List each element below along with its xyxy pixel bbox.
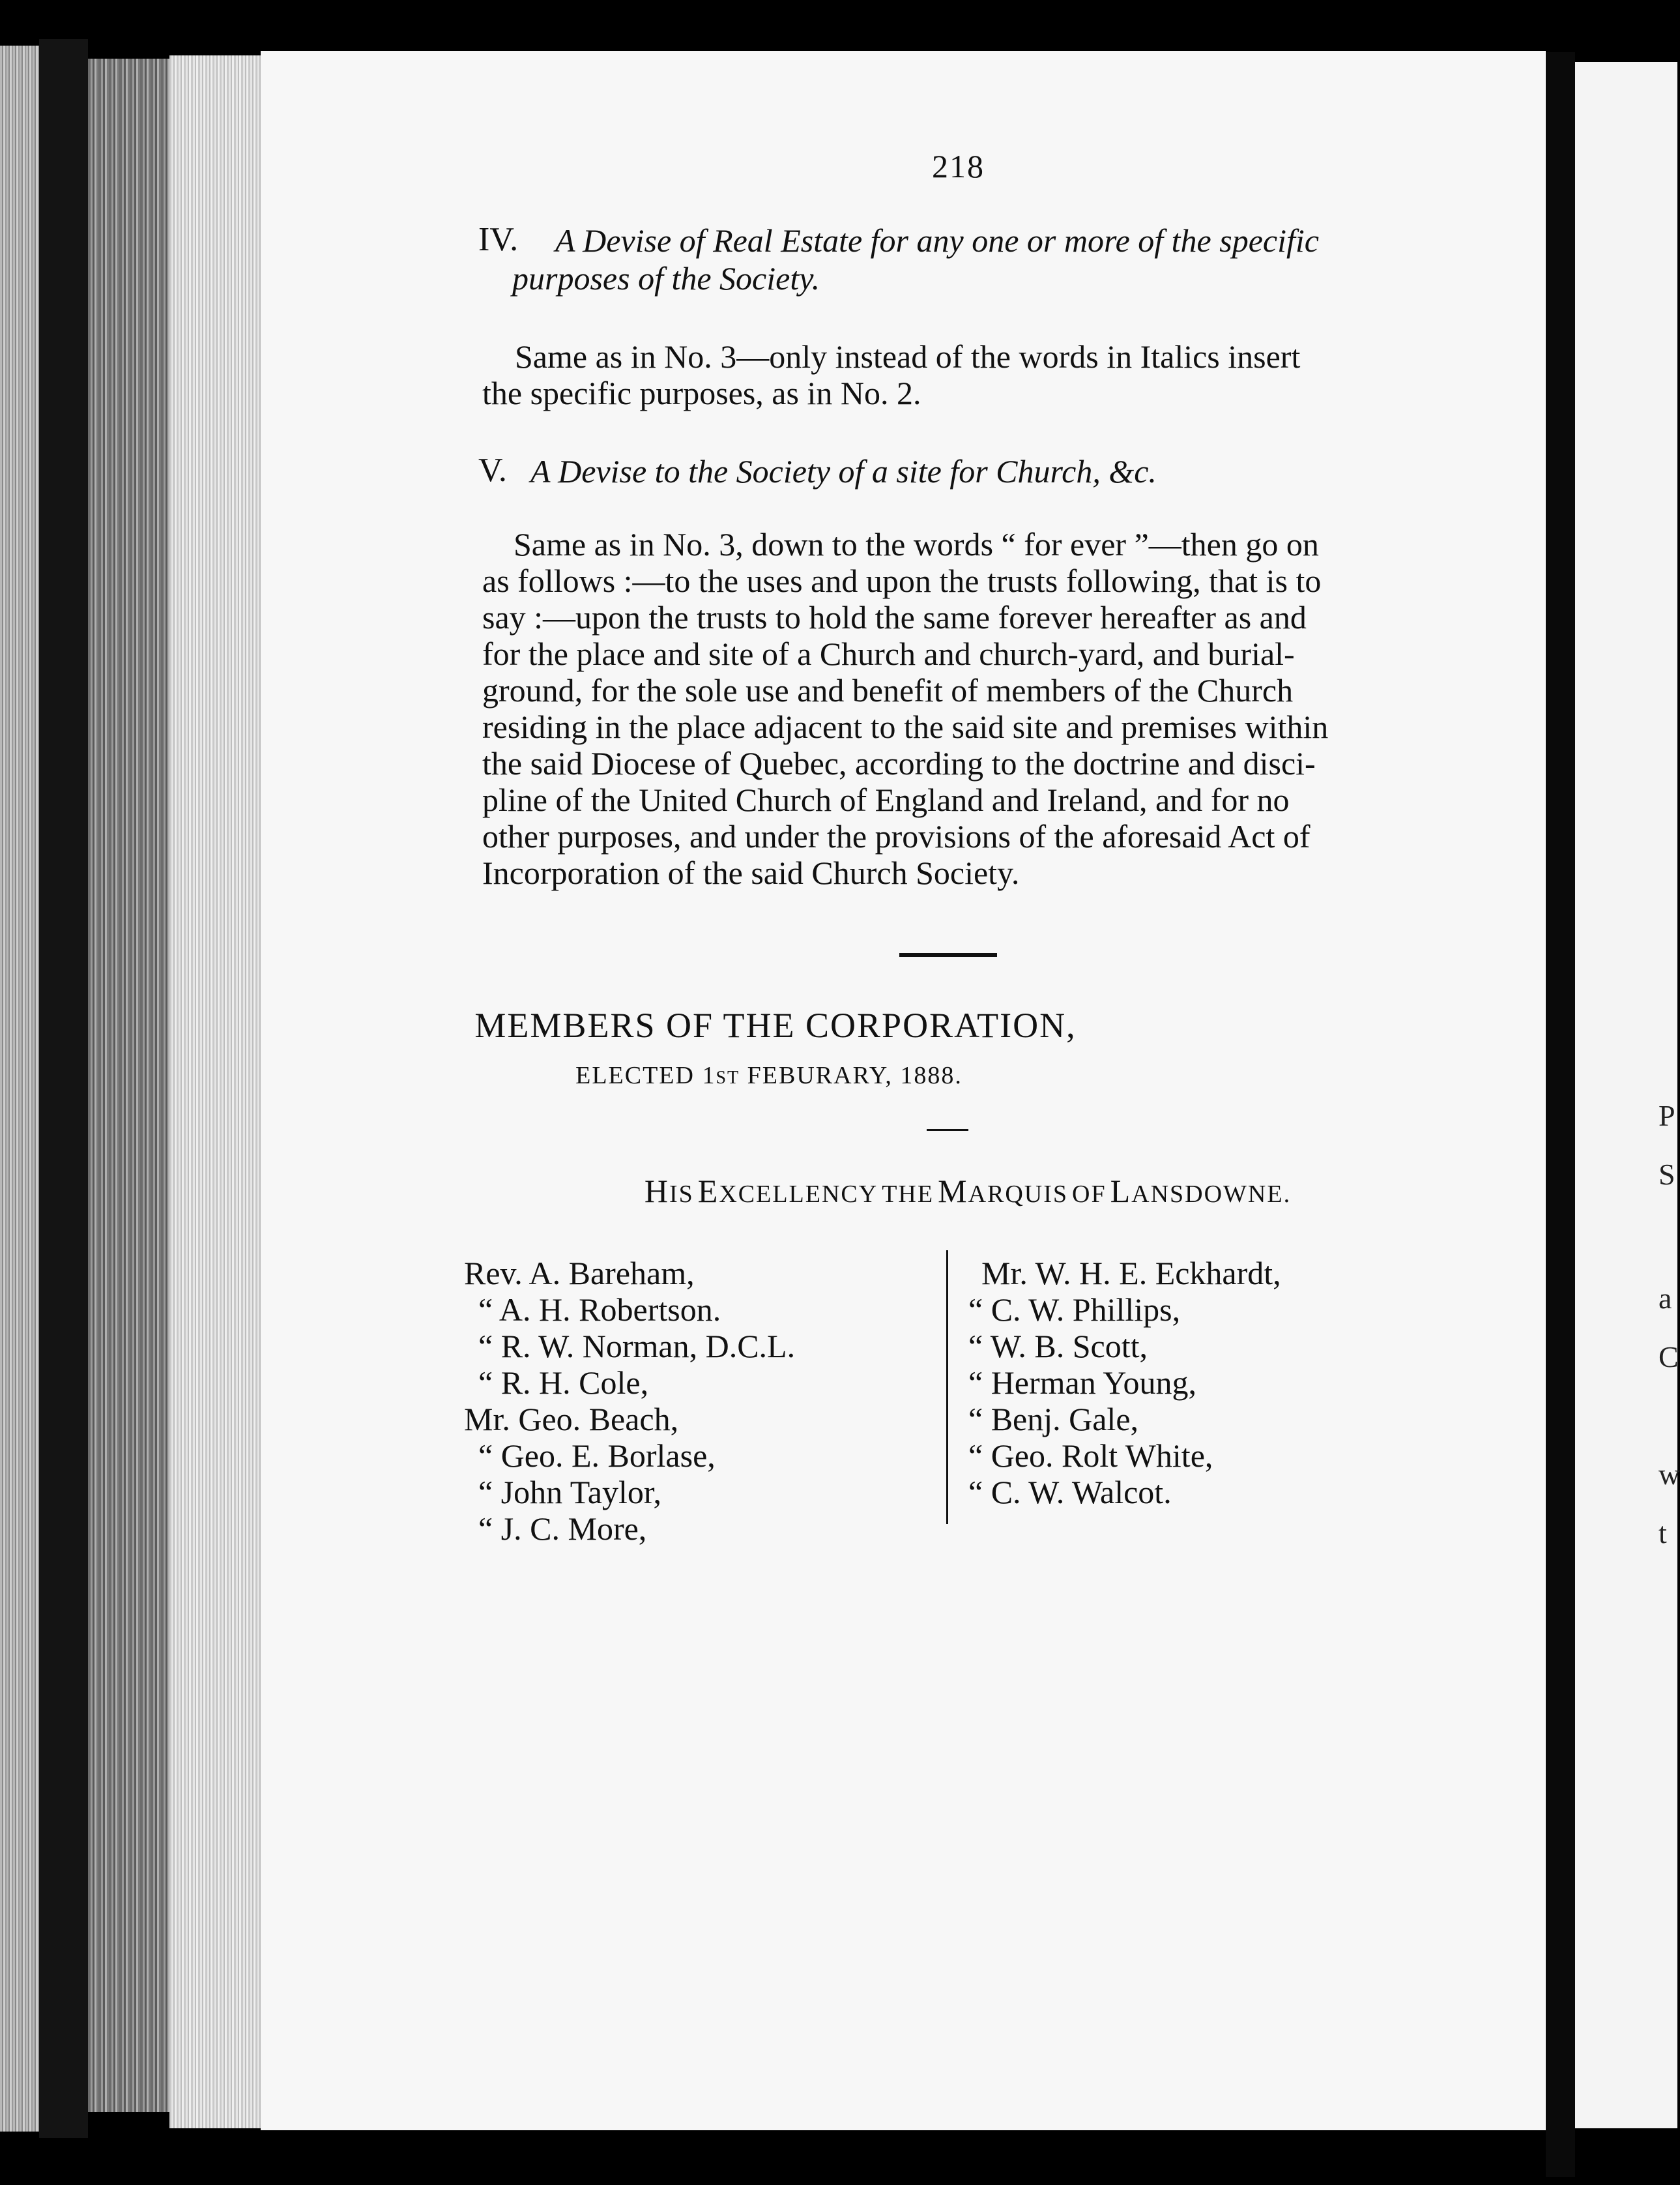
book-page	[261, 51, 1546, 2130]
section-v-paragraph-line: for the place and site of a Church and church-yard, and burial-	[482, 636, 1295, 672]
member-name: “ J. C. More,	[478, 1510, 647, 1547]
section-iv-paragraph-line: the specific purposes, as in No. 2.	[482, 375, 921, 411]
facing-page-fragment: P	[1658, 1099, 1675, 1132]
facing-page-fragment: S	[1658, 1158, 1675, 1191]
patron-line: HIS EXCELLENCY THE MARQUIS OF LANSDOWNE.	[644, 1173, 1292, 1209]
member-name: “ John Taylor,	[478, 1474, 662, 1510]
book-edge-left	[0, 46, 39, 2132]
section-v-numeral: V.	[478, 452, 507, 489]
short-divider	[927, 1129, 968, 1131]
section-v-paragraph-line: residing in the place adjacent to the said site and premises within	[482, 709, 1329, 745]
section-v-paragraph-line: Incorporation of the said Church Society.	[482, 855, 1020, 891]
member-name: “ C. W. Walcot.	[968, 1474, 1172, 1510]
facing-page-fragment: t	[1658, 1516, 1667, 1549]
member-name: “ R. W. Norman, D.C.L.	[478, 1328, 796, 1364]
member-name: Mr. W. H. E. Eckhardt,	[981, 1255, 1281, 1291]
member-name: Rev. A. Bareham,	[464, 1255, 695, 1291]
page-number: 218	[932, 148, 985, 184]
column-divider	[946, 1250, 948, 1524]
book-binding-shadow	[39, 39, 88, 2138]
facing-page	[1575, 62, 1680, 2128]
section-v-title: A Devise to the Society of a site for Church, &c.	[530, 453, 1157, 490]
facing-page-fragment: C	[1658, 1340, 1679, 1373]
section-iv-numeral: IV.	[478, 221, 519, 258]
page-edges-light	[169, 55, 267, 2128]
section-v-paragraph-line: the said Diocese of Quebec, according to the doctrine and disci-	[482, 745, 1316, 782]
member-name: Mr. Geo. Beach,	[464, 1401, 679, 1437]
section-iv-title-line2: purposes of the Society.	[512, 260, 820, 297]
section-divider	[899, 953, 997, 957]
members-heading: MEMBERS OF THE CORPORATION,	[474, 1006, 1077, 1045]
member-name: “ Herman Young,	[968, 1364, 1196, 1401]
elected-date: ELECTED 1ST FEBURARY, 1888.	[575, 1062, 963, 1089]
facing-page-fragment: a	[1658, 1282, 1672, 1315]
section-v-paragraph-line: ground, for the sole use and benefit of members of the Church	[482, 672, 1294, 709]
facing-page-fragment: w	[1658, 1458, 1680, 1491]
section-v-paragraph-line: say :—upon the trusts to hold the same forever hereafter as and	[482, 599, 1307, 636]
section-v-paragraph-line: Same as in No. 3, down to the words “ for ever ”—then go on	[514, 526, 1319, 563]
section-iv-paragraph-line: Same as in No. 3—only instead of the words in Italics insert	[515, 338, 1301, 375]
section-iv-title-line1: A Devise of Real Estate for any one or more of the specific	[555, 222, 1319, 259]
member-name: “ Benj. Gale,	[968, 1401, 1139, 1437]
section-v-paragraph-line: other purposes, and under the provisions of the aforesaid Act of	[482, 818, 1311, 855]
member-name: “ W. B. Scott,	[968, 1328, 1148, 1364]
member-name: “ Geo. Rolt White,	[968, 1437, 1213, 1474]
section-v-paragraph-line: as follows :—to the uses and upon the trusts following, that is to	[482, 563, 1322, 599]
member-name: “ R. H. Cole,	[478, 1364, 649, 1401]
member-name: “ Geo. E. Borlase,	[478, 1437, 716, 1474]
member-name: “ A. H. Robertson.	[478, 1291, 721, 1328]
member-name: “ C. W. Phillips,	[968, 1291, 1181, 1328]
gutter-shadow	[1546, 52, 1575, 2177]
section-v-paragraph-line: pline of the United Church of England and Ireland, and for no	[482, 782, 1290, 818]
